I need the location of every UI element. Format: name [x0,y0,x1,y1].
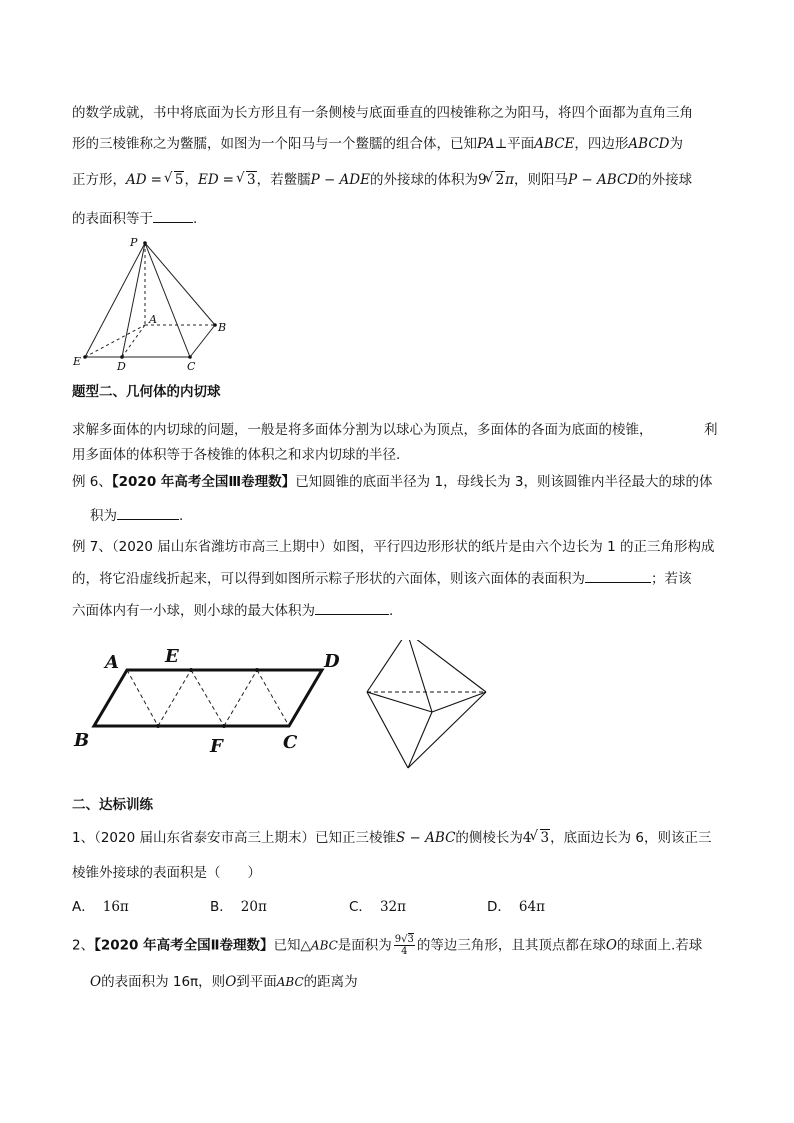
answer-blank-4 [315,600,389,615]
math-abce: ABCE [534,136,575,152]
option-a[interactable]: A． 16π [72,899,129,915]
para-line-2: 用多面体的体积等于各棱锥的体积之和求内切球的半径. [72,447,401,463]
ex7-source: （2020 届山东省潍坊市高三上期中） [111,539,333,555]
intro-line-1 [72,103,693,123]
label-a2: A [105,652,119,673]
q1-source: （2020 届山东省泰安市高三上期末） [94,830,315,846]
intro-text-2a: 形的三棱锥称之为鳖臑，如图为一个阳马与一个鳖臑的组合体，已知 [72,136,477,152]
label-f2: F [210,736,223,757]
math-p-ade: P − ADE [310,172,370,188]
ex6-source: 【2020 年高考全国Ⅲ卷理数】 [111,474,296,490]
example-7: 例 7、（2020 届山东省潍坊市高三上期中）如图，平行四边形形状的纸片是由六个边长为 1 的正三角形构成 [72,539,715,555]
num-9: 9 [477,172,487,188]
label-d: D [117,360,126,372]
question-1: 1、（2020 届山东省泰安市高三上期末）已知正三棱锥S − ABC的侧棱长为4√ 3，底面边长为 6，则该正三 [72,828,711,848]
pyramid-figure [70,232,240,372]
example-6: 例 6、【2020 年高考全国Ⅲ卷理数】已知圆锥的底面半径为 1，母线长为 3，则该圆锥内半径最大的球的体 [72,474,713,490]
label-c2: C [283,732,298,753]
question-1-line-2: 棱锥外接球的表面积是（ ） [72,865,261,881]
intro-text-1: 的数学成就，书中将底面为长方形且有一条侧棱与底面垂直的四棱锥称之为阳马，将四个面都为直角三角 [72,105,693,121]
perp-symbol: ⊥ [494,136,508,152]
intro-text-2d: 为 [669,136,683,152]
intro-text-3c: 的外接球的体积为 [369,172,478,188]
eq-sign-1: = [150,172,162,188]
question-2-line-2: O的表面积为 16π，则O到平面ABC的距离为 [90,974,358,990]
label-e2: E [165,646,179,667]
intro-text-4: 的表面积等于 [72,211,153,227]
eq-sign-2: = [222,172,234,188]
label-c: C [187,360,196,372]
label-d2: D [324,651,340,672]
pi-symbol: π [505,172,515,188]
q2-source: 【2020 年高考全国Ⅱ卷理数】 [94,937,274,954]
parallelogram-figure [70,640,500,775]
example-7-line-3: 六面体内有一小球，则小球的最大体积为 . [72,600,393,621]
sqrt-5: √ 5 [166,170,185,190]
intro-text-3d: ，则阳马 [514,172,569,188]
intro-line-4: 的表面积等于 . [72,208,197,229]
section-heading-type2: 题型二、几何体的内切球 [72,384,221,400]
label-p: P [130,236,138,249]
option-d[interactable]: D． 64π [487,899,545,915]
answer-blank-2 [117,505,179,520]
intro-line-3 [72,170,692,190]
math-abcd: ABCD [628,136,670,152]
intro-text-3e: 的外接球 [638,172,693,188]
math-abc-q2: ABC [310,938,338,953]
intro-text-2c: ，四边形 [574,136,629,152]
math-ad: AD [126,172,147,188]
question-2: 2、【2020 年高考全国Ⅱ卷理数】已知△ABC是面积为 $\frac{9√3}{4}$ 的等边三角形，且其顶点都在球O的球面上.若球 [72,934,703,957]
math-pa: PA [477,136,495,152]
para-line-1-end: 利 [704,422,718,438]
math-p-abcd: P − ABCD [568,172,639,188]
example-7-line-2: 的，将它沿虚线折起来，可以得到如图所示粽子形状的六面体，则该六面体的表面积为 ；若该 [72,568,692,589]
section-heading-training: 二、达标训练 [72,797,153,813]
sep-1: ， [184,172,198,188]
intro-text-2b: 平面 [507,136,535,152]
label-b: B [218,321,227,334]
answer-blank-1 [153,208,193,223]
intro-text-3a: 正方形， [72,172,126,188]
sqrt-3-q1: √ 3 [532,828,551,848]
label-b2: B [74,730,90,751]
intro-line-2 [72,134,683,154]
fraction-9sqrt3-over-4: $\frac{9√3}{4}$ [394,934,414,957]
math-ed: ED [197,172,219,188]
math-s-abc: S − ABC [396,830,456,846]
option-c[interactable]: C． 32π [349,899,406,915]
intro-text-3b: ，若鳖臑 [256,172,311,188]
answer-blank-3 [585,568,651,583]
sqrt-3: √ 3 [238,170,257,190]
label-e: E [73,355,82,368]
label-a: A [149,313,157,326]
option-b[interactable]: B． 20π [210,899,267,915]
para-line-1: 求解多面体的内切球的问题，一般是将多面体分割为以球心为顶点，多面体的各面为底面的棱锥， [72,422,653,438]
sqrt-2: √ 2 [487,170,506,190]
example-6-line-2: 积为 . [90,505,183,526]
